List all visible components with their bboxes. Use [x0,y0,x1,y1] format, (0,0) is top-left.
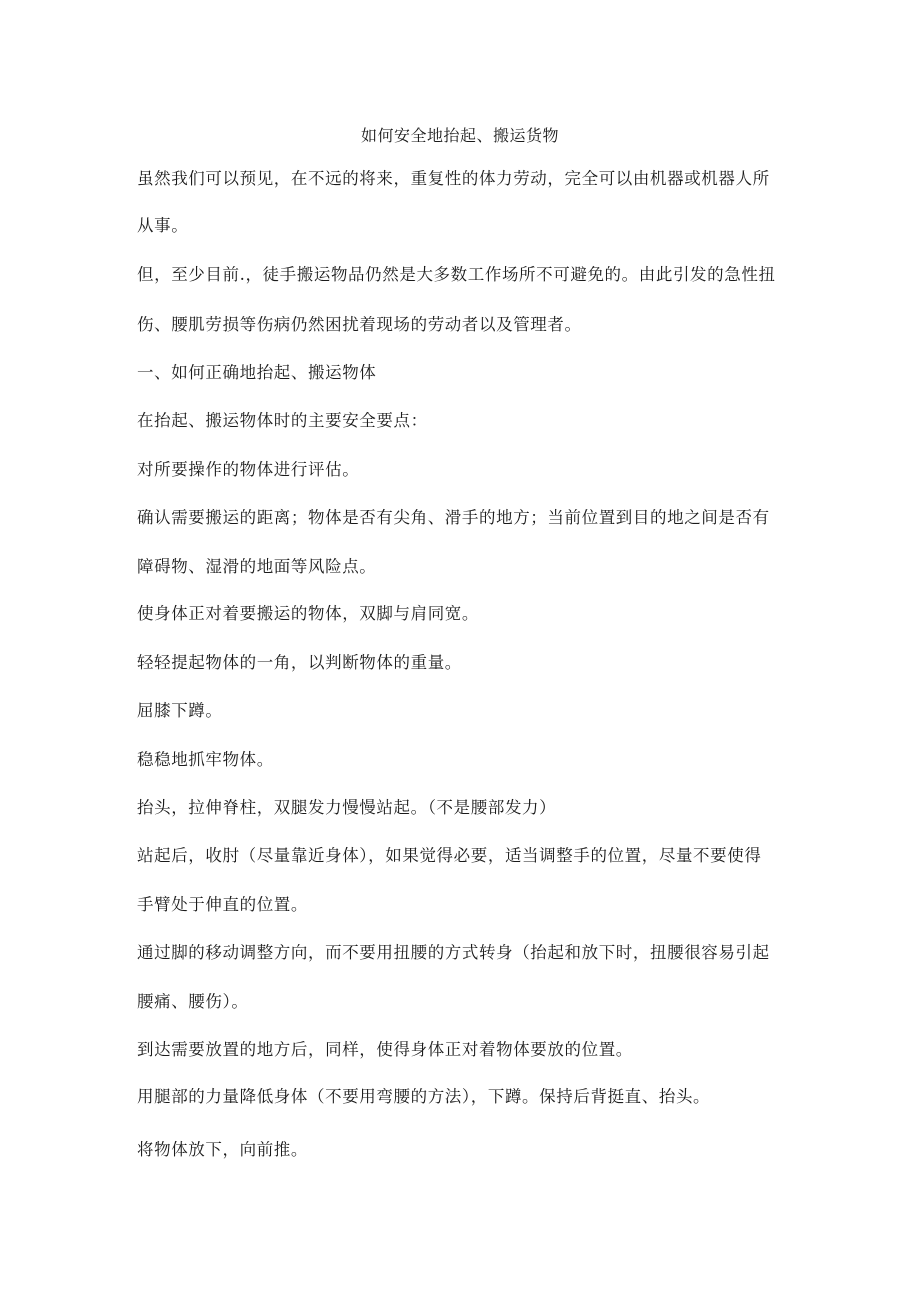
paragraph-line: 腰痛、腰伤）。 [137,992,249,1011]
paragraph-line: 到达需要放置的地方后，同样，使得身体正对着物体要放的位置。 [137,1040,633,1059]
paragraph-line: 伤、腰肌劳损等伤病仍然困扰着现场的劳动者以及管理者。 [137,315,582,334]
paragraph-line: 在抬起、搬运物体时的主要安全要点： [137,411,428,430]
document-title: 如何安全地抬起、搬运货物 [360,126,559,145]
paragraph-line: 障碍物、湿滑的地面等风险点。 [137,557,377,576]
paragraph-line: 将物体放下，向前推。 [137,1140,308,1159]
paragraph-line: 用腿部的力量降低身体（不要用弯腰的方法），下蹲。保持后背挺直、抬头。 [137,1087,711,1106]
paragraph-line: 虽然我们可以预见，在不远的将来，重复性的体力劳动，完全可以由机器或机器人所 [137,169,770,188]
paragraph-line: 轻轻提起物体的一角，以判断物体的重量。 [137,653,462,672]
paragraph-line: 站起后，收肘（尽量靠近身体），如果觉得必要，适当调整手的位置，尽量不要使得 [137,846,762,865]
paragraph-line: 通过脚的移动调整方向，而不要用扭腰的方式转身（抬起和放下时，扭腰很容易引起 [137,943,770,962]
paragraph-line: 屈膝下蹲。 [137,701,223,720]
paragraph-line: 对所要操作的物体进行评估。 [137,460,360,479]
paragraph-line: 手臂处于伸直的位置。 [137,895,308,914]
paragraph-line: 抬头，拉伸脊柱，双腿发力慢慢站起。（不是腰部发力） [137,798,557,817]
paragraph-line: 稳稳地抓牢物体。 [137,750,274,769]
paragraph-line: 使身体正对着要搬运的物体，双脚与肩同宽。 [137,604,479,623]
section-heading: 一、如何正确地抬起、搬运物体 [137,363,377,382]
paragraph-line: 确认需要搬运的距离；物体是否有尖角、滑手的地方；当前位置到目的地之间是否有 [137,508,770,527]
paragraph-line: 但，至少目前.，徒手搬运物品仍然是大多数工作场所不可避免的。由此引发的急性扭 [137,265,776,284]
paragraph-line: 从事。 [137,216,189,235]
